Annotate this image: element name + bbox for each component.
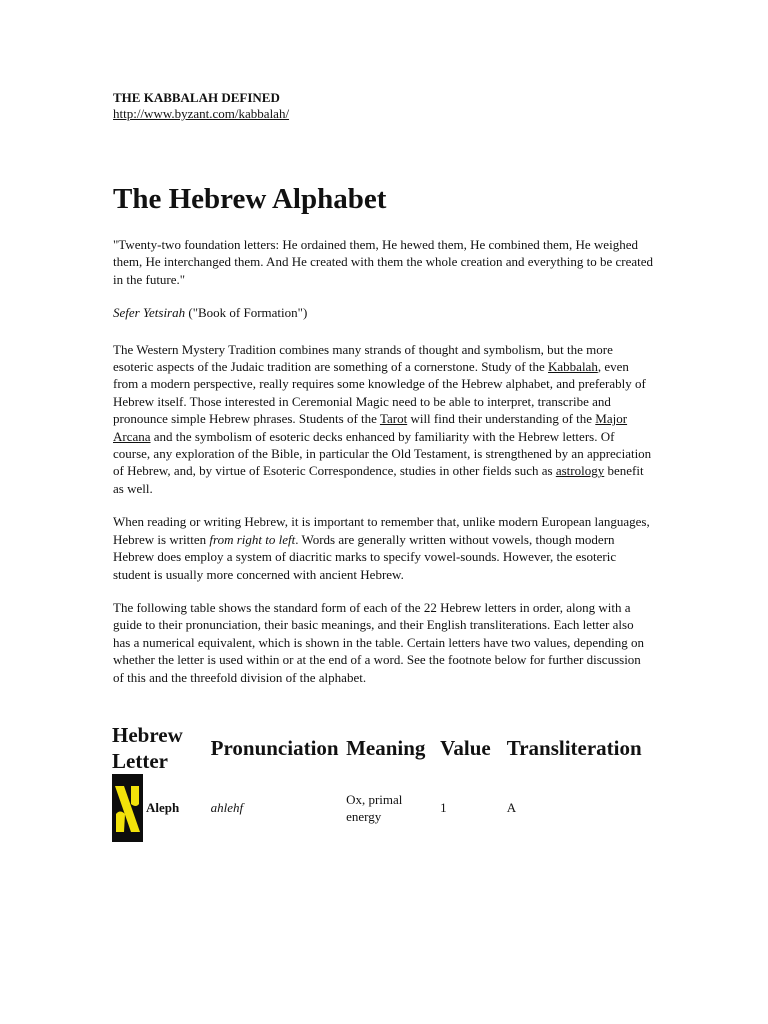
emphasis-text: from right to left [209, 531, 296, 547]
para-text: . Words are generally written without vowels, though modern Hebrew does employ a system of diacritic marks to specify vowel-sounds. However, the esoteric student is usually more concerned with ancient Hebrew. [113, 531, 617, 582]
kabbalah-link[interactable]: Kabbalah [548, 359, 598, 375]
quote-source-title: Sefer Yetsirah [113, 305, 186, 321]
quote-text: "Twenty-two foundation letters: He ordained them, He hewed them, He combined them, He weighed them, He interchanged them. And He created with them the whole creation and everything to be created in the future." [113, 237, 654, 287]
meaning-cell: Ox, primal energy [346, 791, 403, 824]
document-page [113, 90, 653, 842]
aleph-glyph-icon [112, 774, 143, 842]
pronunciation-cell: ahlehf [210, 800, 244, 816]
intro-paragraph [113, 341, 653, 498]
quote-source [113, 304, 653, 321]
header-value: Value [440, 735, 491, 760]
transliteration-cell: A [506, 800, 517, 816]
hebrew-letters-table [112, 722, 653, 842]
table-intro-paragraph: The following table shows the standard form of each of the 22 Hebrew letters in order, along with a guide to their pronunciation, their basic meanings, and their English transliterations. Each letter also has a numerical equivalent, which is shown in the table. Certain letters have two values, depending on whether the letter is used within or at the end of a word. See the footnote below for further discussion of this and the threefold division of the alphabet. [113, 599, 645, 685]
para-text: will find their understanding of the [407, 411, 596, 427]
para-text: benefit as well. [113, 463, 644, 496]
para-text: The Western Mystery Tradition combines many strands of thought and symbolism, but the more esoteric aspects of the Judaic tradition are something of a cornerstone. Study of the [113, 341, 613, 375]
header-pronunciation: Pronunciation [210, 735, 339, 760]
para-text: , even from a modern perspective, really requires some knowledge of the Hebrew alphabet, and preferably of Hebrew itself. Those interested in Ceremonial Magic need to be able to interpret, transcribe and pronounce simple Hebrew phrases. Students of the [113, 359, 646, 427]
reading-direction-paragraph [113, 513, 653, 583]
letter-cell [112, 774, 211, 842]
table-row [112, 774, 653, 842]
table-header-row [112, 722, 653, 774]
major-arcana-link[interactable]: Major Arcana [113, 411, 628, 444]
site-url-link[interactable]: http://www.byzant.com/kabbalah/ [113, 106, 290, 121]
quote-source-rest: ("Book of Formation") [185, 305, 308, 321]
letter-name: Aleph [146, 800, 180, 816]
value-cell: 1 [440, 800, 447, 816]
header-meaning: Meaning [346, 735, 426, 760]
header-hebrew-letter: Hebrew Letter [112, 722, 183, 773]
page-title: The Hebrew Alphabet [113, 183, 387, 215]
astrology-link[interactable]: astrology [555, 463, 605, 479]
header-transliteration: Transliteration [506, 735, 642, 760]
site-header [113, 90, 653, 122]
site-title: THE KABBALAH DEFINED [113, 90, 280, 105]
para-text: and the symbolism of esoteric decks enhanced by familiarity with the Hebrew letters. Of course, any exploration of the Bible, in particular the Old Testament, is strengthened by an appreciation of Hebrew, and, by virtue of Esoteric Correspondence, studies in other fields such as [113, 428, 652, 479]
para-text: When reading or writing Hebrew, it is important to remember that, unlike modern European languages, Hebrew is written [113, 514, 650, 547]
tarot-link[interactable]: Tarot [379, 411, 408, 427]
